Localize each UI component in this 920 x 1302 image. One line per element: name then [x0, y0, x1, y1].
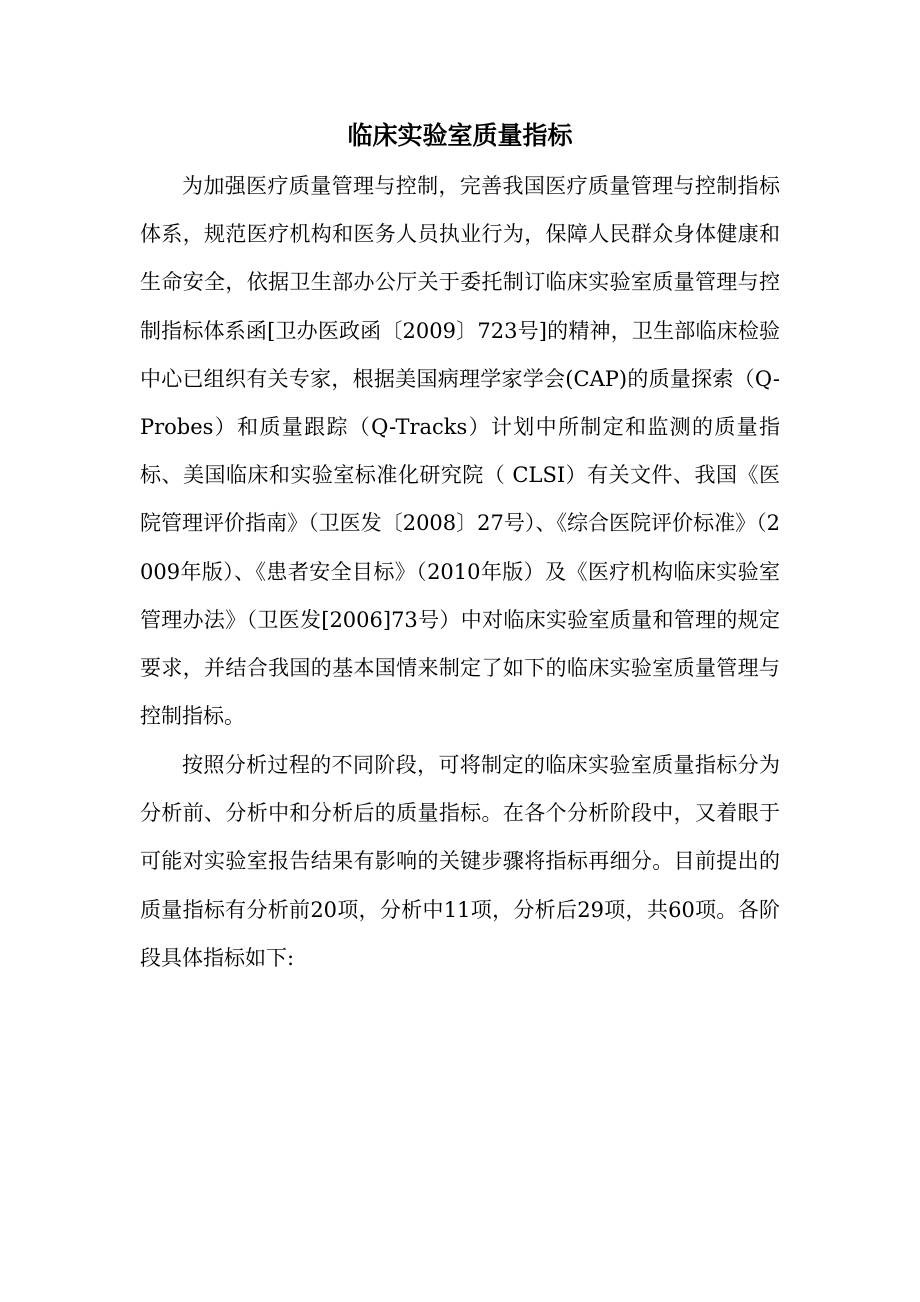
document-title: 临床实验室质量指标 — [347, 121, 573, 150]
paragraph-stages: 按照分析过程的不同阶段，可将制定的临床实验室质量指标分为分析前、分析中和分析后的质量指标。在各个分析阶段中，又着眼于可能对实验室报告结果有影响的关键步骤将指标再细分。目前提出的质量指标有分析前20项，分析中11项，分析后29项，共60项。各阶段具体指标如下: — [140, 753, 780, 970]
paragraph-intro: 为加强医疗质量管理与控制，完善我国医疗质量管理与控制指标体系，规范医疗机构和医务人员执业行为，保障人民群众身体健康和生命安全，依据卫生部办公厅关于委托制订临床实验室质量管理与控制指标体系函[卫办医政函〔2009〕723号]的精神，卫生部临床检验中心已组织有关专家，根据美国病理学家学会(CAP)的质量探索（Q-Probes）和质量跟踪（Q-Tracks）计划中所制定和监测的质量指标、美国临床和实验室标准化研究院（ CLSI）有关文件、我国《医院管理评价指南》（卫医发〔2008〕27号）、《综合医院评价标准》（2009年版）、《患者安全目标》（2010年版）及《医疗机构临床实验室管理办法》（卫医发[2006]73号）中对临床实验室质量和管理的规定要求，并结合我国的基本国情来制定了如下的临床实验室质量管理与控制指标。 — [140, 174, 780, 729]
